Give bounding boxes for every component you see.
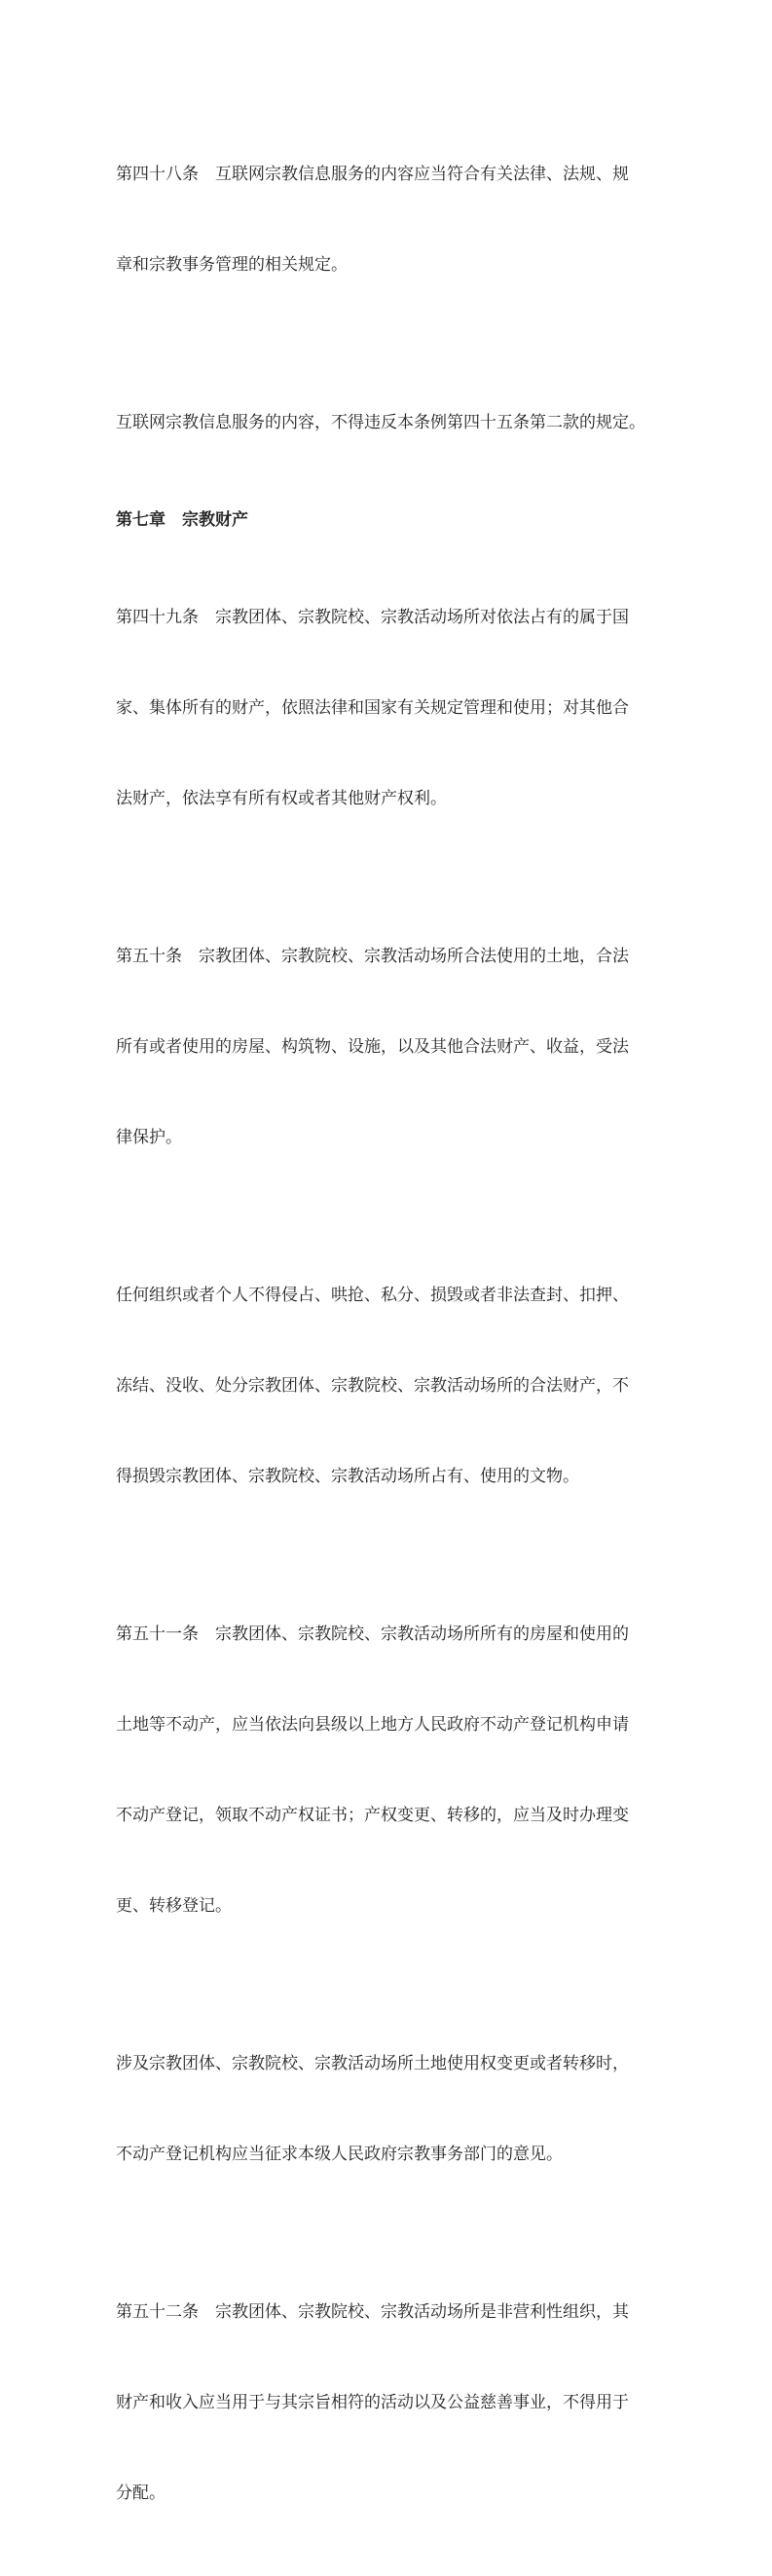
text-line: 互联网宗教信息服务的内容，不得违反本条例第四十五条第二款的规定。 — [116, 413, 645, 432]
text-line: 财产和收入应当用于与其宗旨相符的活动以及公益慈善事业，不得用于 — [116, 2393, 629, 2412]
text-line: 第四十八条 互联网宗教信息服务的内容应当符合有关法律、法规、规 — [116, 165, 629, 184]
text-line: 第四十九条 宗教团体、宗教院校、宗教活动场所对依法占有的属于国 — [116, 608, 629, 627]
article-50-paragraph — [116, 881, 671, 1213]
text-line: 第五十一条 宗教团体、宗教院校、宗教活动场所所有的房屋和使用的 — [116, 1624, 629, 1644]
article-52-paragraph — [116, 2237, 671, 2569]
text-line: 分配。 — [116, 2483, 165, 2503]
text-line: 第五十二条 宗教团体、宗教院校、宗教活动场所是非营利性组织，其 — [116, 2302, 629, 2322]
article-50-second-paragraph — [116, 1220, 671, 1552]
document-page — [116, 99, 671, 2576]
text-line: 更、转移登记。 — [116, 1896, 232, 1916]
text-line: 所有或者使用的房屋、构筑物、设施，以及其他合法财产、收益，受法 — [116, 1037, 629, 1057]
text-line: 家、集体所有的财产，依照法律和国家有关规定管理和使用；对其他合 — [116, 698, 629, 718]
text-line: 法财产，依法享有所有权或者其他财产权利。 — [116, 789, 447, 808]
text-line: 任何组织或者个人不得侵占、哄抢、私分、损毁或者非法查封、扣押、 — [116, 1286, 629, 1305]
text-line: 得损毁宗教团体、宗教院校、宗教活动场所占有、使用的文物。 — [116, 1467, 579, 1486]
article-51-second-paragraph — [116, 1989, 671, 2230]
article-48-second-paragraph — [116, 348, 671, 499]
article-51-paragraph — [116, 1559, 671, 1982]
chapter-heading: 第七章 宗教财产 — [116, 510, 248, 530]
text-line: 章和宗教事务管理的相关规定。 — [116, 255, 348, 275]
text-line: 第五十条 宗教团体、宗教院校、宗教活动场所合法使用的土地，合法 — [116, 947, 629, 966]
text-line: 律保护。 — [116, 1128, 182, 1147]
text-line: 不动产登记，领取不动产权证书；产权变更、转移的，应当及时办理变 — [116, 1806, 629, 1825]
text-line: 土地等不动产，应当依法向县级以上地方人民政府不动产登记机构申请 — [116, 1715, 629, 1735]
text-line: 不动产登记机构应当征求本级人民政府宗教事务部门的意见。 — [116, 2145, 563, 2164]
article-48-paragraph — [116, 99, 671, 341]
text-line: 冻结、没收、处分宗教团体、宗教院校、宗教活动场所的合法财产，不 — [116, 1376, 629, 1396]
article-49-paragraph — [116, 542, 671, 875]
text-line: 涉及宗教团体、宗教院校、宗教活动场所土地使用权变更或者转移时， — [116, 2054, 629, 2073]
